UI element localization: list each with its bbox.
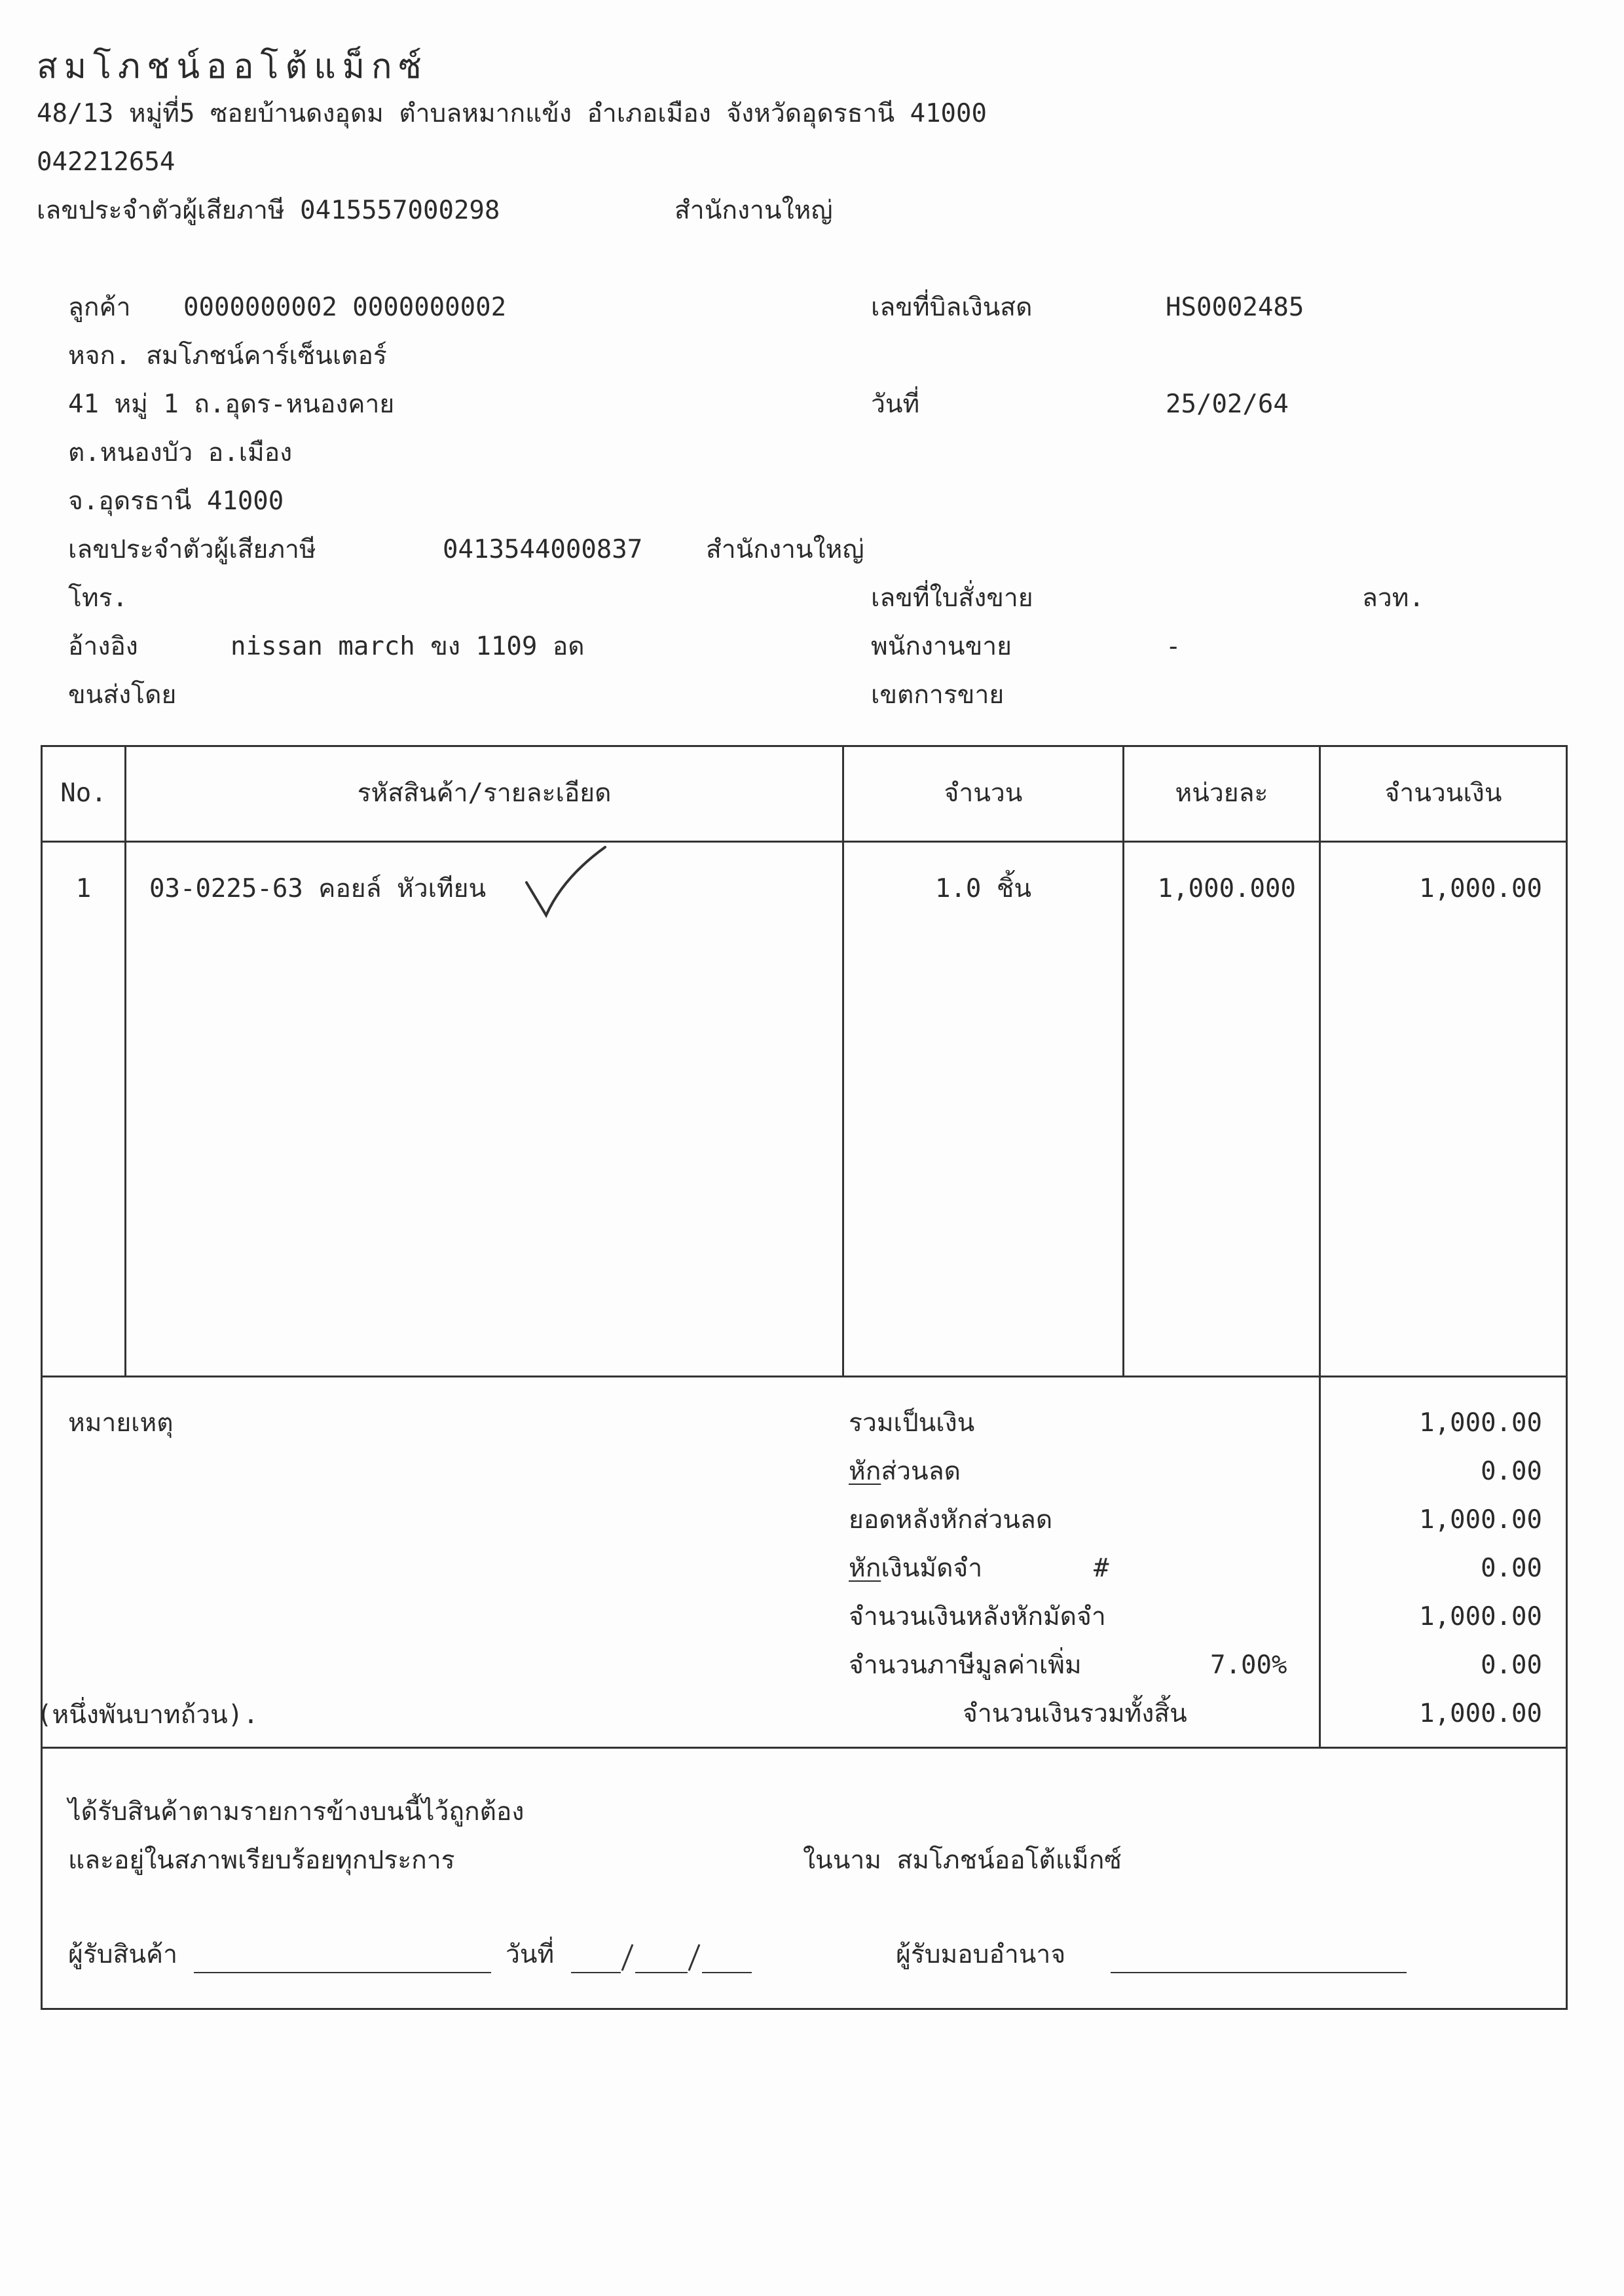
header-no: No. bbox=[60, 778, 107, 808]
row-amount: 1,000.00 bbox=[1419, 874, 1542, 903]
discount-text: ส่วนลด bbox=[881, 1457, 961, 1486]
customer-code: 0000000002 0000000002 bbox=[183, 293, 507, 322]
row-quantity: 1.0 ชิ้น bbox=[934, 874, 1032, 903]
customer-tax-label: เลขประจำตัวผู้เสียภาษี bbox=[68, 535, 316, 564]
grand-total-label: จำนวนเงินรวมทั้งสิ้น bbox=[963, 1699, 1187, 1728]
deposit-value: 0.00 bbox=[1481, 1554, 1542, 1583]
company-address: 48/13 หมู่ที่5 ซอยบ้านดงอุดม ตำบลหมากแข้ง อำเภอเมือง จังหวัดอุดรธานี 41000 bbox=[37, 99, 987, 128]
remark-label: หมายเหตุ bbox=[68, 1408, 174, 1438]
customer-tax-id: 0413544000837 bbox=[443, 535, 643, 564]
vat-label: จำนวนภาษีมูลค่าเพิ่ม bbox=[849, 1650, 1082, 1680]
customer-label: ลูกค้า bbox=[68, 293, 131, 322]
company-phone: 042212654 bbox=[37, 147, 175, 177]
row-no: 1 bbox=[75, 874, 92, 903]
customer-address-1: 41 หมู่ 1 ถ.อุดร-หนองคาย bbox=[68, 390, 395, 419]
invoice-date: 25/02/64 bbox=[1166, 390, 1289, 419]
customer-phone-label: โทร. bbox=[68, 583, 128, 613]
receiver-signature-line bbox=[194, 1972, 491, 1973]
shipping-label: ขนส่งโดย bbox=[68, 680, 177, 710]
table-col-divider bbox=[1122, 745, 1124, 1377]
customer-address-2: ต.หนองบัว อ.เมือง bbox=[68, 438, 293, 467]
on-behalf-of: ในนาม สมโภชน์ออโต้แม็กซ์ bbox=[803, 1846, 1122, 1875]
sales-area-label: เขตการขาย bbox=[871, 680, 1005, 710]
salesman-value: - bbox=[1166, 632, 1181, 661]
deposit-prefix: หัก bbox=[849, 1554, 881, 1583]
customer-address-3: จ.อุดรธานี 41000 bbox=[68, 486, 284, 516]
discount-prefix: หัก bbox=[849, 1457, 881, 1486]
header-unit-price: หน่วยละ bbox=[1175, 778, 1268, 808]
table-col-divider bbox=[842, 745, 844, 1377]
header-quantity: จำนวน bbox=[944, 778, 1023, 808]
table-col-divider bbox=[1319, 745, 1321, 1377]
items-table bbox=[41, 745, 1568, 1377]
invoice-date-label: วันที่ bbox=[871, 390, 920, 419]
customer-name: หจก. สมโภชน์คาร์เซ็นเตอร์ bbox=[68, 341, 387, 371]
receiver-label: ผู้รับสินค้า bbox=[68, 1940, 178, 1969]
after-deposit-value: 1,000.00 bbox=[1419, 1602, 1542, 1631]
date-slash-icon bbox=[686, 1942, 702, 1973]
vat-rate: 7.00% bbox=[1210, 1650, 1287, 1680]
deposit-text: เงินมัดจำ bbox=[881, 1554, 983, 1583]
row-description: 03-0225-63 คอยล์ หัวเทียน bbox=[149, 874, 487, 903]
sales-order-label: เลขที่ใบสั่งขาย bbox=[871, 583, 1033, 613]
checkmark-icon bbox=[524, 845, 609, 923]
subtotal-label: รวมเป็นเงิน bbox=[849, 1408, 975, 1438]
authorized-label: ผู้รับมอบอำนาจ bbox=[896, 1940, 1066, 1969]
salesman-label: พนักงานขาย bbox=[871, 632, 1012, 661]
date-slash-icon bbox=[619, 1942, 635, 1973]
deposit-mark: # bbox=[1094, 1554, 1109, 1583]
after-discount-label: ยอดหลังหักส่วนลด bbox=[849, 1505, 1053, 1535]
grand-total-value: 1,000.00 bbox=[1419, 1699, 1542, 1728]
discount-label bbox=[849, 1456, 961, 1487]
invoice-number-label: เลขที่บิลเงินสด bbox=[871, 293, 1033, 322]
date-day-line bbox=[571, 1972, 621, 1973]
receive-date-label: วันที่ bbox=[506, 1940, 555, 1969]
invoice-number: HS0002485 bbox=[1166, 293, 1304, 322]
deposit-label bbox=[849, 1553, 982, 1584]
table-col-divider bbox=[124, 745, 126, 1377]
subtotal-value: 1,000.00 bbox=[1419, 1408, 1542, 1438]
header-amount: จำนวนเงิน bbox=[1384, 778, 1502, 808]
signature-box bbox=[41, 1747, 1568, 2010]
amount-in-words: (หนึ่งพันบาทถ้วน). bbox=[37, 1700, 259, 1730]
company-branch: สำนักงานใหญ่ bbox=[674, 196, 833, 225]
after-discount-value: 1,000.00 bbox=[1419, 1505, 1542, 1535]
date-year-line bbox=[702, 1972, 752, 1973]
customer-branch: สำนักงานใหญ่ bbox=[706, 535, 864, 564]
reference-label: อ้างอิง bbox=[68, 632, 138, 661]
receipt-statement-2: และอยู่ในสภาพเรียบร้อยทุกประการ bbox=[68, 1846, 455, 1875]
after-deposit-label: จำนวนเงินหลังหักมัดจำ bbox=[849, 1602, 1106, 1631]
company-tax-id: เลขประจำตัวผู้เสียภาษี 0415557000298 bbox=[37, 196, 500, 225]
vat-value: 0.00 bbox=[1481, 1650, 1542, 1680]
reference-value: nissan march ขง 1109 อด bbox=[231, 632, 585, 661]
sales-order-value: ลวท. bbox=[1362, 583, 1424, 613]
receipt-statement-1: ได้รับสินค้าตามรายการข้างบนนี้ไว้ถูกต้อง bbox=[68, 1797, 525, 1827]
company-name: สมโภชน์ออโต้แม็กซ์ bbox=[37, 47, 428, 86]
header-description: รหัสสินค้า/รายละเอียด bbox=[357, 778, 612, 808]
discount-value: 0.00 bbox=[1481, 1457, 1542, 1486]
table-header-divider bbox=[41, 841, 1568, 843]
date-month-line bbox=[635, 1972, 688, 1973]
authorized-signature-line bbox=[1111, 1972, 1407, 1973]
row-unit-price: 1,000.000 bbox=[1157, 874, 1296, 903]
